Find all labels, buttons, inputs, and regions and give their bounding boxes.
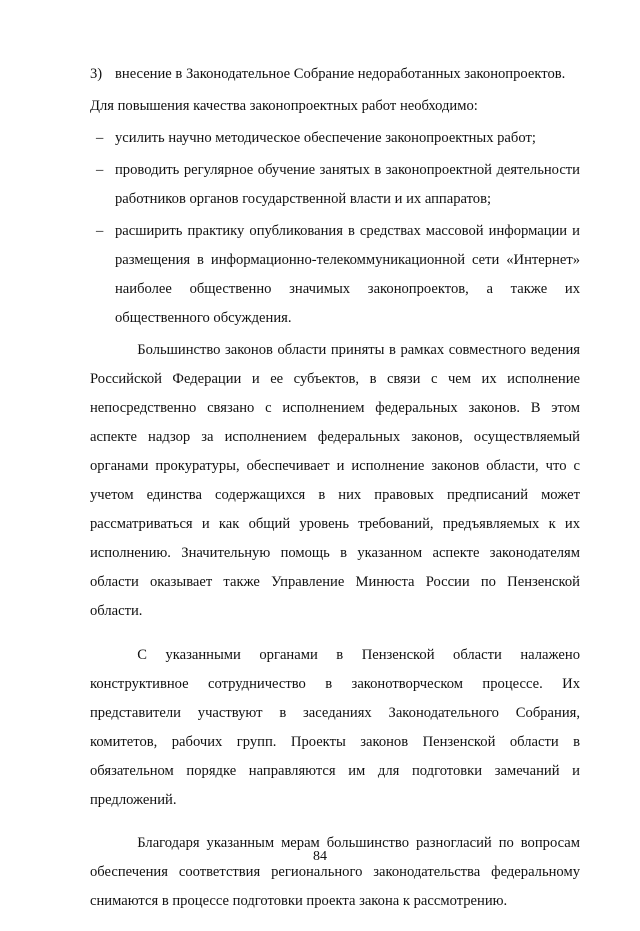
dash-list-item <box>90 124 580 153</box>
dash-marker: – <box>96 130 104 146</box>
list-marker: 3) <box>90 66 103 82</box>
dash-list-item <box>90 156 580 214</box>
body-paragraph: Большинство законов области приняты в рамках совместного ведения Российской Федерации и ее субъектов, в связи с чем их исполнение непосредственно связано с исполнением федеральных законов. В этом аспекте надзор за исполнением федеральных законов, осуществляемый органами прокуратуры, обеспечивает и исполнение законов области, что с учетом единства содержащихся в них правовых предписаний может рассматриваться и как общий уровень требований, предъявляемых к их исполнению. Значительную помощь в указанном аспекте законодателям области оказывает также Управление Минюста России по Пензенской области. <box>90 342 580 619</box>
body-paragraph: Благодаря указанным мерам большинство разногласий по вопросам обеспечения соответствия регионального законодательства федеральному снимаются в процессе подготовки проекта закона к рассмотрению. <box>90 835 580 910</box>
dash-list-item <box>90 217 580 333</box>
dash-marker: – <box>96 162 104 178</box>
numbered-list-item <box>90 60 580 89</box>
page-content <box>90 60 580 931</box>
dash-item-text: расширить практику опубликования в средствах массовой информации и размещения в информационно-телекоммуникационной сети «Интернет» наиболее общественно значимых законопроектов, а также их общественного обсуждения. <box>115 223 580 326</box>
body-paragraph: С указанными органами в Пензенской области налажено конструктивное сотрудничество в законотворческом процессе. Их представители участвуют в заседаниях Законодательного Собрания, комитетов, рабочих групп. Проекты законов Пензенской области в обязательном порядке направляются им для подготовки замечаний и предложений. <box>90 646 580 808</box>
dash-item-text: усилить научно методическое обеспечение законопроектных работ; <box>115 130 536 146</box>
lead-sentence: Для повышения качества законопроектных работ необходимо: <box>90 98 478 114</box>
page-number: 84 <box>313 849 327 864</box>
dash-marker: – <box>96 223 104 239</box>
list-item-text: внесение в Законодательное Собрание недоработанных законопроектов. <box>115 66 566 82</box>
dash-item-text: проводить регулярное обучение занятых в законопроектной деятельности работников органов государственной власти и их аппаратов; <box>115 162 580 207</box>
